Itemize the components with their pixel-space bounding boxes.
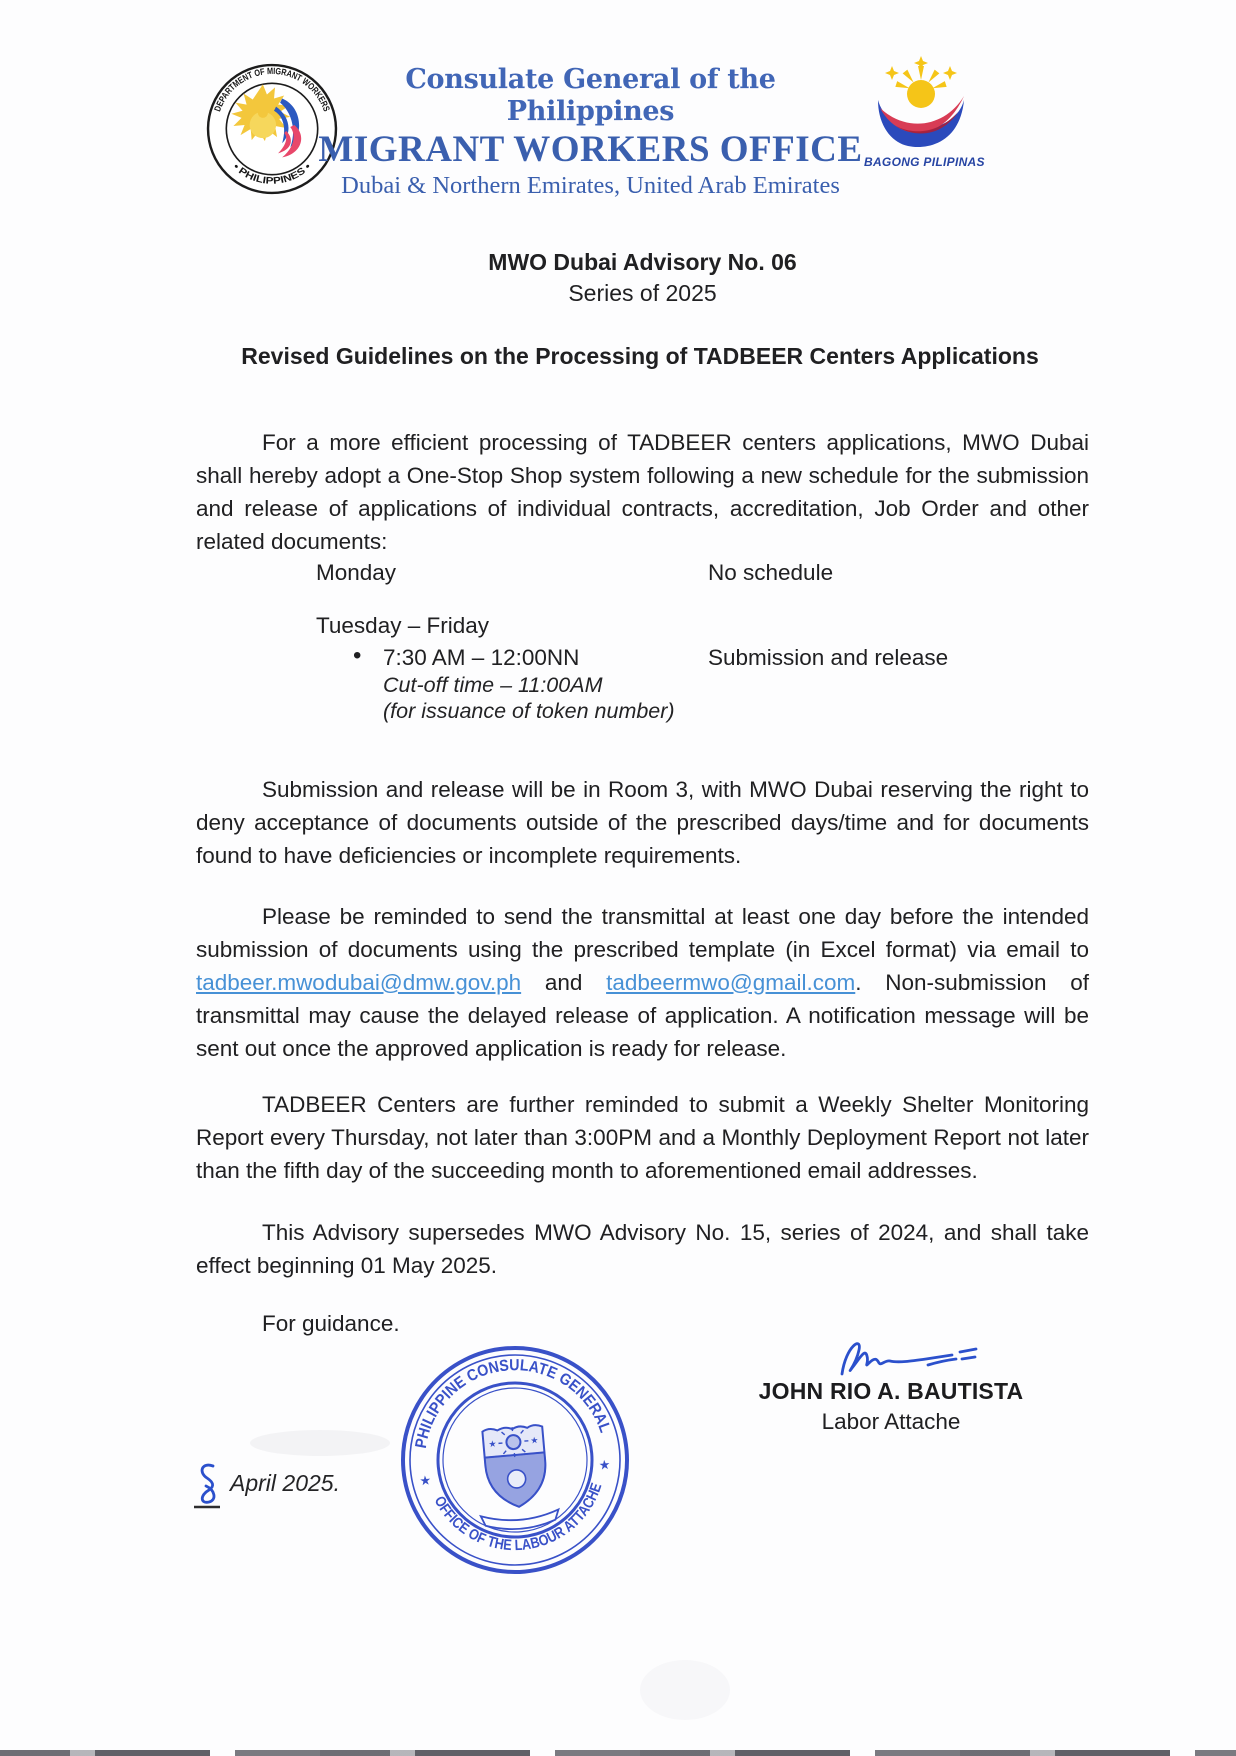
stamp-star-left: ★ — [418, 1472, 432, 1489]
signatory-name: JOHN RIO A. BAUTISTA — [758, 1378, 1024, 1404]
org-location-line: Dubai & Northern Emirates, United Arab Emirates — [341, 172, 840, 199]
transmittal-text-before: Please be reminded to send the transmittal at least one day before the intended submission of documents using the prescribed template (in Excel format) via email to — [196, 903, 1089, 962]
paragraph-reports: TADBEER Centers are further reminded to submit a Weekly Shelter Monitoring Report every Thursday, not later than 3:00PM and a Monthly Deployment Report not later than the fifth day of the succeeding month to aforementioned email addresses. — [196, 1091, 1089, 1183]
email-link-gmail[interactable]: tadbeermwo@gmail.com — [606, 969, 856, 995]
signatory-title: Labor Attache — [821, 1409, 961, 1434]
org-name-line1: Consulate General of the Philippines — [405, 64, 776, 127]
org-name-line2: MIGRANT WORKERS OFFICE — [318, 129, 863, 170]
schedule-cutoff-note: Cut-off time – 11:00AM — [383, 673, 603, 697]
transmittal-text-mid: and — [521, 969, 607, 995]
stamp-arc-top-text: PHILIPPINE CONSULATE GENERAL — [412, 1357, 614, 1450]
dmw-ring-bottom-text: • PHILIPPINES • — [230, 161, 313, 187]
schedule-bullet: • — [353, 642, 362, 669]
paragraph-supersedes: This Advisory supersedes MWO Advisory No. 15, series of 2024, and shall take effect beginning 01 May 2025. — [196, 1219, 1089, 1278]
svg-text:★: ★ — [488, 1438, 497, 1450]
email-link-dmw[interactable]: tadbeer.mwodubai@dmw.gov.ph — [196, 969, 522, 995]
bagong-pilipinas-label: BAGONG PILIPINAS — [864, 155, 985, 169]
bagong-pilipinas-logo-block — [864, 54, 985, 169]
stamp-arc-bottom-text: OFFICE OF THE LABOUR ATTACHE — [430, 1479, 606, 1555]
schedule-status-monday: No schedule — [708, 560, 834, 585]
paragraph-transmittal — [196, 900, 1089, 1065]
letterhead-org-block — [318, 64, 863, 200]
advisory-number: MWO Dubai Advisory No. 06 — [488, 249, 797, 275]
advisory-series: Series of 2025 — [568, 280, 717, 306]
paragraph-intro: For a more efficient processing of TADBEER centers applications, MWO Dubai shall hereby adopt a One-Stop Shop system following a new schedule for the submission and release of applications of individual contracts, accreditation, Job Order and other related documents: — [196, 429, 1089, 554]
handwritten-day-numeral — [190, 1460, 226, 1510]
transmittal-text-after: . Non-submission of transmittal may cause the delayed release of application. A notification message will be sent out once the approved application is ready for release. — [196, 969, 1089, 1061]
stamp-shield-emblem — [473, 1424, 560, 1532]
advisory-heading — [196, 247, 1089, 309]
schedule-token-note: (for issuance of token number) — [383, 699, 675, 723]
schedule-time-window: 7:30 AM – 12:00NN — [383, 645, 580, 670]
closing-line: For guidance. — [262, 1310, 400, 1336]
scan-smudge — [640, 1660, 730, 1720]
dmw-ring-top-text: DEPARTMENT OF MIGRANT WORKERS — [212, 65, 333, 114]
schedule-status-tuesday-friday: Submission and release — [708, 645, 949, 670]
subject-title: Revised Guidelines on the Processing of TADBEER Centers Applications — [241, 343, 1039, 369]
schedule-day-monday: Monday — [316, 560, 397, 585]
stamp-star-right: ★ — [598, 1456, 612, 1473]
schedule-day-tuesday-friday: Tuesday – Friday — [316, 613, 489, 638]
signature-ink — [828, 1334, 998, 1384]
scan-smudge — [250, 1430, 390, 1456]
consulate-stamp — [386, 1331, 644, 1589]
scan-bottom-edge-artifact — [0, 1750, 1236, 1756]
bagong-pilipinas-sun-logo — [868, 54, 974, 150]
paragraph-room3: Submission and release will be in Room 3, with MWO Dubai reserving the right to deny acceptance of documents outside of the prescribed days/time and for documents found to have deficiencies or incomplete requirements. — [196, 776, 1089, 868]
svg-text:★: ★ — [529, 1434, 539, 1446]
date-text: April 2025. — [230, 1470, 340, 1496]
